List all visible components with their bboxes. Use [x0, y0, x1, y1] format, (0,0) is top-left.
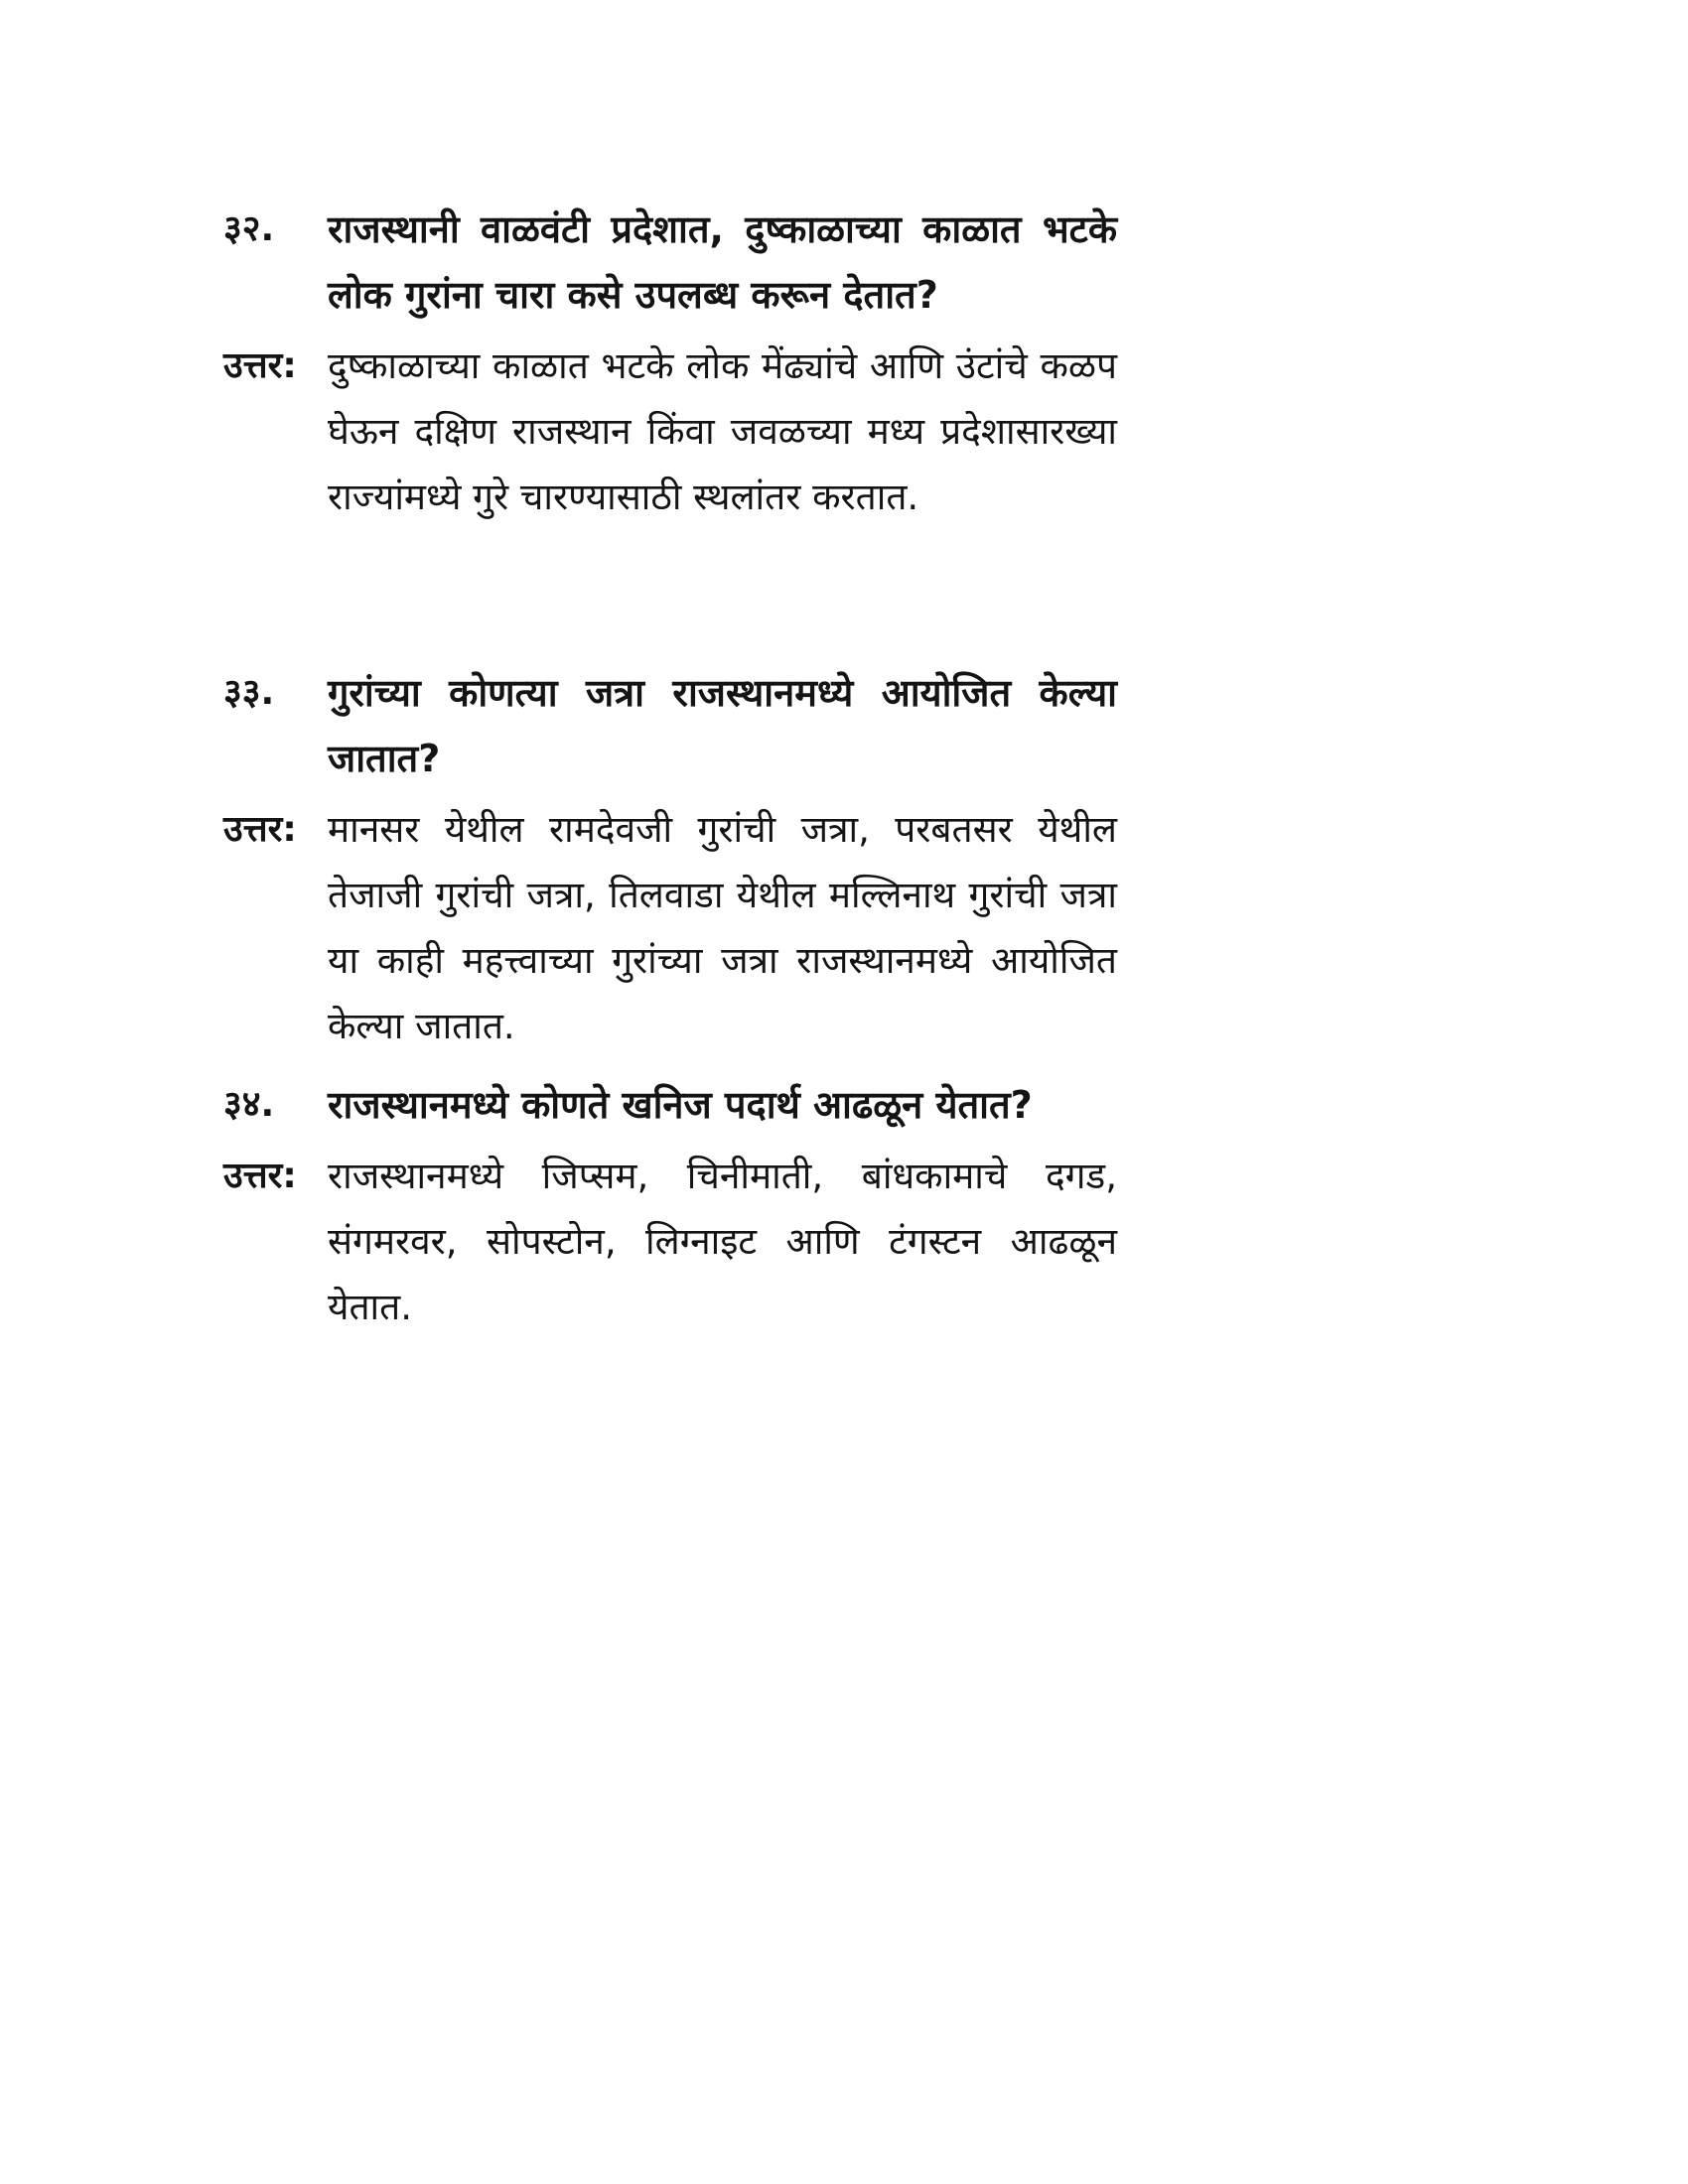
question-number: ३२. — [223, 208, 275, 249]
answer-row — [223, 797, 1117, 1059]
answer-row — [223, 1144, 1117, 1340]
question-row — [223, 1072, 1117, 1138]
question-number: ३४. — [223, 1084, 275, 1125]
question-text: राजस्थानमध्ये कोणते खनिज पदार्थ आढळून येतात? — [328, 1083, 1033, 1127]
question-text: राजस्थानी वाळवंटी प्रदेशात, दुष्काळाच्या काळात भटके लोक गुरांना चारा कसे उपलब्ध करून देतात? — [328, 207, 1117, 317]
answer-text: दुष्काळाच्या काळात भटके लोक मेंढ्यांचे आणि उंटांचे कळप घेऊन दक्षिण राजस्थान किंवा जवळच्या मध्य प्रदेशासारख्या राज्यांमध्ये गुरे चारण्यासाठी स्थलांतर करतात. — [328, 344, 1117, 518]
question-text: गुरांच्या कोणत्या जत्रा राजस्थानमध्ये आयोजित केल्या जातात? — [328, 671, 1117, 780]
question-block-32 — [223, 197, 1117, 530]
question-block-34 — [223, 1072, 1117, 1340]
answer-text: मानसर येथील रामदेवजी गुरांची जत्रा, परबतसर येथील तेजाजी गुरांची जत्रा, तिलवाडा येथील मल्लिनाथ गुरांची जत्रा या काही महत्त्वाच्या गुरांच्या जत्रा राजस्थानमध्ये आयोजित केल्या जातात. — [328, 808, 1117, 1047]
question-block-33 — [223, 660, 1117, 1059]
answer-row — [223, 334, 1117, 530]
question-number: ३३. — [223, 672, 275, 713]
answer-label: उत्तर: — [223, 809, 297, 850]
answer-label: उत्तर: — [223, 345, 297, 386]
answer-label: उत्तर: — [223, 1156, 297, 1196]
question-row — [223, 660, 1117, 791]
question-row — [223, 197, 1117, 328]
answer-text: राजस्थानमध्ये जिप्सम, चिनीमाती, बांधकामाचे दगड, संगमरवर, सोपस्टोन, लिग्नाइट आणि टंगस्टन आढळून येतात. — [328, 1155, 1117, 1328]
